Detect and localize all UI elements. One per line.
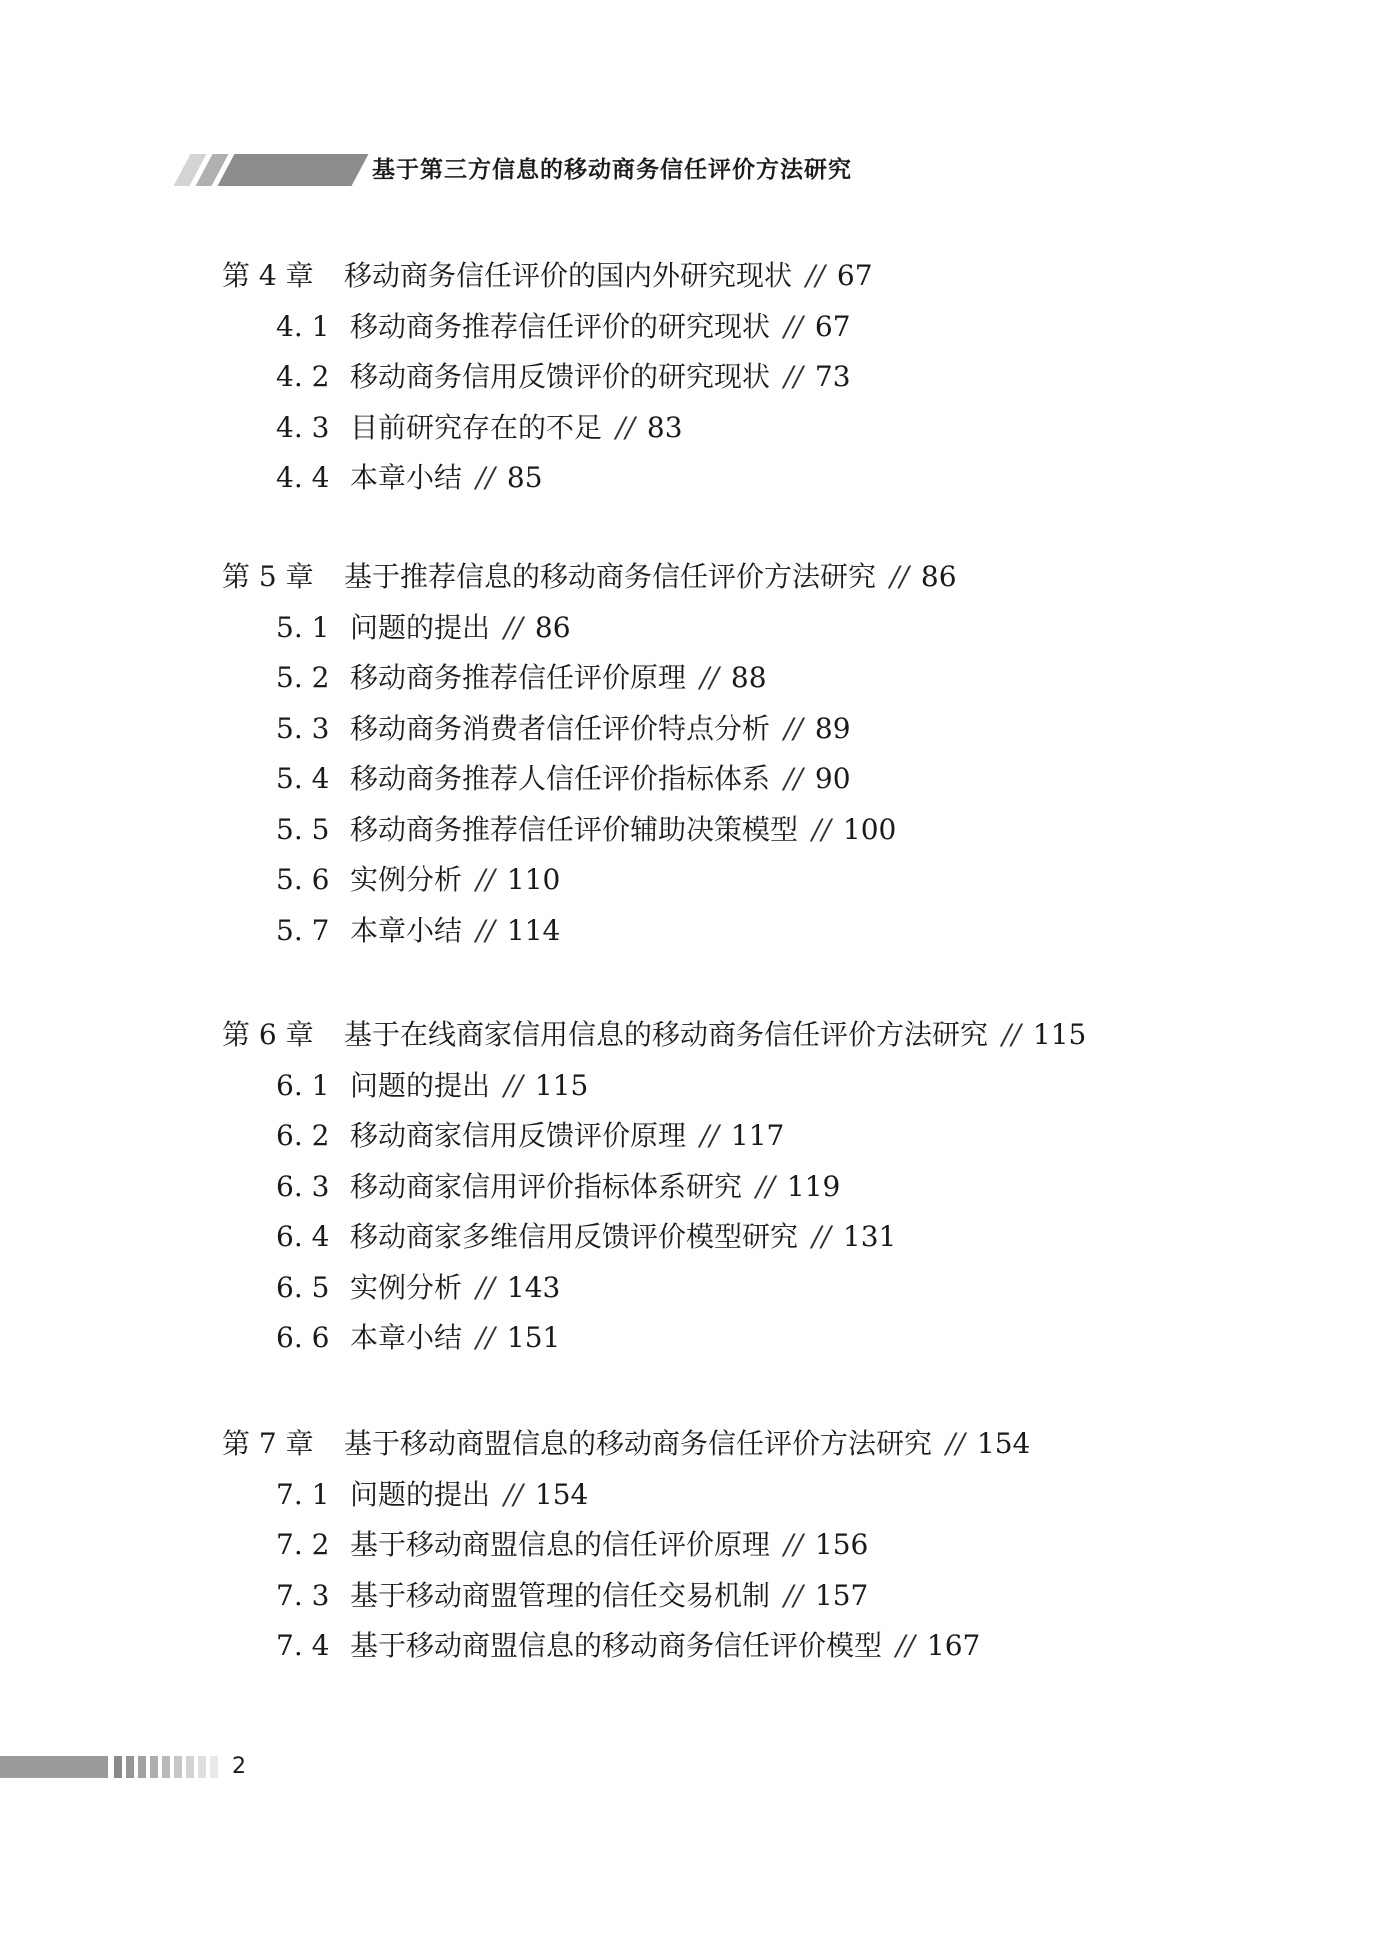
- chapter-number: 第 6 章: [222, 1018, 314, 1051]
- section-page: 156: [814, 1528, 869, 1561]
- toc-section-row[interactable]: [276, 1578, 868, 1614]
- page-footer: [0, 1752, 1385, 1782]
- section-title: 移动商务推荐信任评价辅助决策模型: [350, 813, 799, 846]
- section-title: 移动商务信用反馈评价的研究现状: [350, 360, 771, 393]
- page-separator: //: [890, 560, 909, 593]
- page-separator: //: [504, 1069, 523, 1102]
- section-number: 7. 4: [276, 1629, 330, 1662]
- footer-bar: [0, 1756, 108, 1778]
- chapter-page: 67: [836, 259, 873, 292]
- page-separator: //: [812, 1220, 831, 1253]
- footer-block: [126, 1756, 134, 1778]
- section-title: 移动商务推荐信任评价的研究现状: [350, 310, 771, 343]
- section-title: 移动商家信用反馈评价原理: [350, 1119, 687, 1152]
- section-page: 85: [506, 461, 543, 494]
- section-page: 89: [814, 712, 851, 745]
- section-title: 问题的提出: [350, 611, 491, 644]
- footer-block: [114, 1756, 122, 1778]
- section-page: 67: [814, 310, 851, 343]
- toc-section-row[interactable]: [276, 1169, 840, 1205]
- footer-block: [186, 1756, 194, 1778]
- section-number: 4. 1: [276, 310, 330, 343]
- section-page: 167: [926, 1629, 981, 1662]
- toc-section-row[interactable]: [276, 1527, 868, 1563]
- section-page: 151: [506, 1321, 561, 1354]
- section-title: 基于移动商盟信息的信任评价原理: [350, 1528, 771, 1561]
- section-page: 100: [842, 813, 897, 846]
- section-title: 实例分析: [350, 1271, 463, 1304]
- section-page: 154: [534, 1478, 589, 1511]
- section-title: 基于移动商盟管理的信任交易机制: [350, 1579, 771, 1612]
- page-separator: //: [504, 611, 523, 644]
- section-page: 157: [814, 1579, 869, 1612]
- section-title: 问题的提出: [350, 1478, 491, 1511]
- section-number: 4. 4: [276, 461, 330, 494]
- page-number: 2: [232, 1754, 246, 1779]
- chapter-title: 基于推荐信息的移动商务信任评价方法研究: [344, 560, 877, 593]
- page-separator: //: [784, 762, 803, 795]
- toc-section-row[interactable]: [276, 1068, 588, 1104]
- header-stripe-dark: [217, 154, 368, 186]
- running-header: [0, 150, 1385, 190]
- page-separator: //: [476, 863, 495, 896]
- section-page: 73: [814, 360, 851, 393]
- section-title: 移动商务推荐人信任评价指标体系: [350, 762, 771, 795]
- chapter-page: 115: [1032, 1018, 1087, 1051]
- section-page: 86: [534, 611, 571, 644]
- section-number: 5. 6: [276, 863, 330, 896]
- chapter-page: 154: [976, 1427, 1031, 1460]
- toc-chapter-row[interactable]: [222, 258, 873, 294]
- page-separator: //: [476, 1271, 495, 1304]
- chapter-page: 86: [920, 560, 957, 593]
- toc-section-row[interactable]: [276, 1219, 896, 1255]
- section-number: 4. 3: [276, 411, 330, 444]
- page-separator: //: [812, 813, 831, 846]
- header-title: 基于第三方信息的移动商务信任评价方法研究: [372, 157, 852, 183]
- toc-section-row[interactable]: [276, 660, 767, 696]
- section-page: 117: [730, 1119, 785, 1152]
- footer-block: [198, 1756, 206, 1778]
- section-number: 7. 3: [276, 1579, 330, 1612]
- footer-block: [162, 1756, 170, 1778]
- toc-section-row[interactable]: [276, 309, 851, 345]
- chapter-title: 基于移动商盟信息的移动商务信任评价方法研究: [344, 1427, 933, 1460]
- section-number: 5. 5: [276, 813, 330, 846]
- footer-block: [210, 1756, 218, 1778]
- page-separator: //: [616, 411, 635, 444]
- chapter-number: 第 4 章: [222, 259, 314, 292]
- section-number: 6. 2: [276, 1119, 330, 1152]
- page-separator: //: [784, 360, 803, 393]
- chapter-number: 第 7 章: [222, 1427, 314, 1460]
- section-number: 5. 2: [276, 661, 330, 694]
- page-separator: //: [756, 1170, 775, 1203]
- section-page: 88: [730, 661, 767, 694]
- section-title: 移动商家信用评价指标体系研究: [350, 1170, 743, 1203]
- section-number: 6. 3: [276, 1170, 330, 1203]
- toc-chapter-row[interactable]: [222, 1017, 1086, 1053]
- footer-block: [150, 1756, 158, 1778]
- page-separator: //: [896, 1629, 915, 1662]
- page-separator: //: [476, 1321, 495, 1354]
- toc-section-row[interactable]: [276, 711, 851, 747]
- toc-section-row[interactable]: [276, 862, 560, 898]
- section-number: 6. 6: [276, 1321, 330, 1354]
- section-number: 6. 1: [276, 1069, 330, 1102]
- section-number: 7. 2: [276, 1528, 330, 1561]
- toc-section-row[interactable]: [276, 1477, 588, 1513]
- toc-section-row[interactable]: [276, 761, 851, 797]
- section-page: 90: [814, 762, 851, 795]
- toc-section-row[interactable]: [276, 1118, 784, 1154]
- section-page: 143: [506, 1271, 561, 1304]
- toc-section-row[interactable]: [276, 913, 560, 949]
- toc-section-row[interactable]: [276, 410, 683, 446]
- page-separator: //: [476, 461, 495, 494]
- toc-section-row[interactable]: [276, 610, 571, 646]
- section-page: 131: [842, 1220, 897, 1253]
- toc-section-row[interactable]: [276, 1270, 560, 1306]
- section-number: 6. 5: [276, 1271, 330, 1304]
- section-page: 119: [786, 1170, 841, 1203]
- page-separator: //: [504, 1478, 523, 1511]
- page-separator: //: [700, 661, 719, 694]
- section-page: 115: [534, 1069, 589, 1102]
- toc-chapter-row[interactable]: [222, 559, 957, 595]
- section-title: 移动商务消费者信任评价特点分析: [350, 712, 771, 745]
- section-title: 移动商家多维信用反馈评价模型研究: [350, 1220, 799, 1253]
- section-page: 110: [506, 863, 561, 896]
- page-separator: //: [1002, 1018, 1021, 1051]
- footer-block: [174, 1756, 182, 1778]
- page-separator: //: [784, 310, 803, 343]
- section-title: 本章小结: [350, 461, 463, 494]
- section-page: 83: [646, 411, 683, 444]
- section-title: 问题的提出: [350, 1069, 491, 1102]
- section-number: 7. 1: [276, 1478, 330, 1511]
- page-separator: //: [946, 1427, 965, 1460]
- chapter-title: 基于在线商家信用信息的移动商务信任评价方法研究: [344, 1018, 989, 1051]
- chapter-number: 第 5 章: [222, 560, 314, 593]
- section-title: 本章小结: [350, 1321, 463, 1354]
- section-number: 5. 4: [276, 762, 330, 795]
- page-separator: //: [784, 712, 803, 745]
- page-separator: //: [700, 1119, 719, 1152]
- toc-section-row[interactable]: [276, 359, 851, 395]
- page-separator: //: [806, 259, 825, 292]
- toc-section-row[interactable]: [276, 460, 543, 496]
- toc-section-row[interactable]: [276, 1320, 560, 1356]
- chapter-title: 移动商务信任评价的国内外研究现状: [344, 259, 793, 292]
- section-number: 6. 4: [276, 1220, 330, 1253]
- section-title: 实例分析: [350, 863, 463, 896]
- page-separator: //: [784, 1579, 803, 1612]
- toc-section-row[interactable]: [276, 1628, 980, 1664]
- section-number: 5. 3: [276, 712, 330, 745]
- section-number: 4. 2: [276, 360, 330, 393]
- toc-section-row[interactable]: [276, 812, 896, 848]
- section-page: 114: [506, 914, 561, 947]
- section-title: 移动商务推荐信任评价原理: [350, 661, 687, 694]
- page-separator: //: [784, 1528, 803, 1561]
- section-number: 5. 7: [276, 914, 330, 947]
- footer-block: [138, 1756, 146, 1778]
- toc-chapter-row[interactable]: [222, 1426, 1030, 1462]
- section-title: 目前研究存在的不足: [350, 411, 603, 444]
- section-number: 5. 1: [276, 611, 330, 644]
- page-separator: //: [476, 914, 495, 947]
- section-title: 本章小结: [350, 914, 463, 947]
- section-title: 基于移动商盟信息的移动商务信任评价模型: [350, 1629, 883, 1662]
